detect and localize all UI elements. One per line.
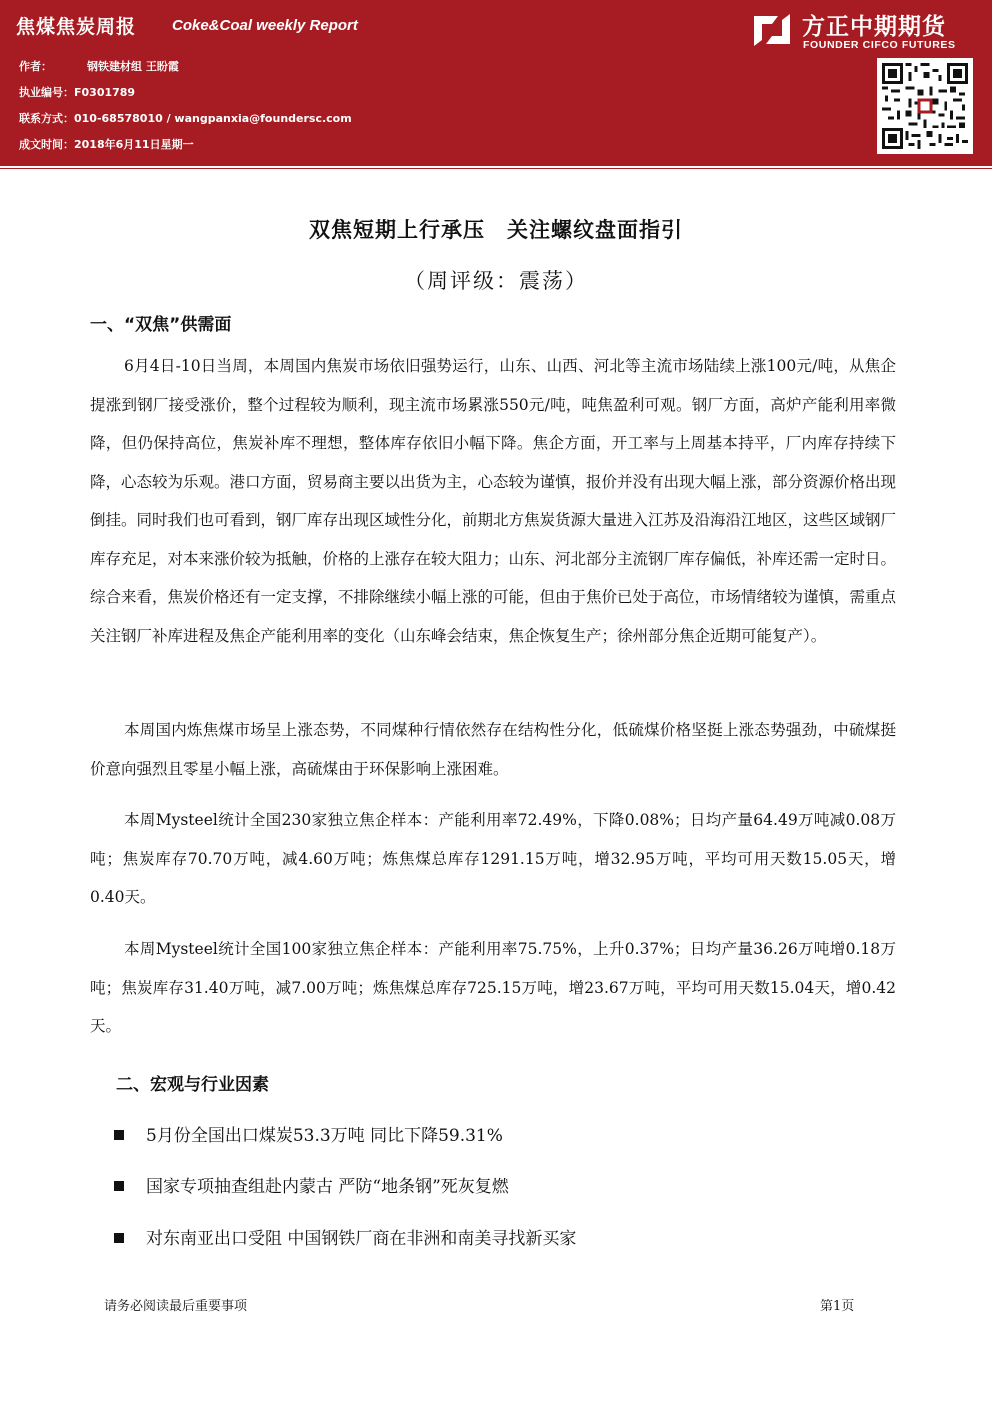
report-title: 焦煤焦炭周报 [16, 16, 137, 38]
page-number: 第1页 [820, 1299, 855, 1314]
logo-english-name: FOUNDER CIFCO FUTURES [803, 39, 956, 51]
square-bullet-icon [114, 1233, 124, 1243]
license-value: F0301789 [74, 86, 136, 99]
contact-label: 联系方式： [19, 112, 74, 125]
date-value: 2018年6月11日星期一 [74, 138, 194, 151]
company-logo [752, 8, 982, 56]
date-row [19, 136, 194, 152]
logo-mark-icon [752, 10, 792, 50]
bullet-text: 对东南亚出口受阻 中国钢铁厂商在非洲和南美寻找新买家 [146, 1229, 577, 1249]
bullet-item [114, 1121, 503, 1146]
report-title-en: Coke&Coal weekly Report [172, 17, 358, 34]
bullet-text: 5月份全国出口煤炭53.3万吨 同比下降59.31% [146, 1126, 503, 1146]
bullet-item [114, 1172, 509, 1197]
qr-code-icon [877, 58, 973, 154]
page-title: 双焦短期上行承压 关注螺纹盘面指引 [309, 218, 683, 242]
square-bullet-icon [114, 1130, 124, 1140]
date-label: 成文时间： [19, 138, 74, 151]
license-label: 执业编号： [19, 86, 74, 99]
paragraph: 6月4日-10日当周，本周国内焦炭市场依旧强势运行，山东、山西、河北等主流市场陆续上涨100元/吨，从焦企提涨到钢厂接受涨价，整个过程较为顺利，现主流市场累涨550元/吨，吨焦盈利可观。钢厂方面，高炉产能利用率微降，但仍保持高位，焦炭补库不理想，整体库存依旧小幅下降。焦企方面，开工率与上周基本持平，厂内库存持续下降，心态较为乐观。港口方面，贸易商主要以出货为主，心态较为谨慎，报价并没有出现大幅上涨，部分资源价格出现倒挂。同时我们也可看到，钢厂库存出现区域性分化，前期北方焦炭货源大量进入江苏及沿海沿江地区，这些区域钢厂库存充足，对本来涨价较为抵触，价格的上涨存在较大阻力；山东、河北部分主流钢厂库存偏低，补库还需一定时日。综合来看，焦炭价格还有一定支撑，不排除继续小幅上涨的可能，但由于焦价已处于高位，市场情绪较为谨慎，需重点关注钢厂补库进程及焦企产能利用率的变化（山东峰会结束，焦企恢复生产；徐州部分焦企近期可能复产）。 [90, 357, 897, 645]
author-label: 作者： [19, 60, 52, 73]
logo-chinese-name: 方正中期期货 [802, 14, 946, 40]
square-bullet-icon [114, 1181, 124, 1191]
bullet-text: 国家专项抽查组赴内蒙古 严防“地条钢”死灰复燃 [146, 1177, 509, 1197]
header-divider [0, 163, 992, 166]
author-value: 钢铁建材组 王盼霞 [87, 60, 179, 73]
section-heading-macro: 二、宏观与行业因素 [116, 1075, 269, 1095]
report-header [0, 0, 992, 163]
bullet-item [114, 1224, 576, 1249]
author-row [19, 58, 179, 74]
weekly-rating: （周评级：震荡） [404, 269, 588, 293]
paragraph: 本周Mysteel统计全国100家独立焦企样本：产能利用率75.75%，上升0.37%；日均产量36.26万吨增0.18万吨；焦炭库存31.40万吨，减7.00万吨；炼焦煤总库存725.15万吨，增23.67万吨，平均可用天数15.04天，增0.42天。 [90, 940, 896, 1035]
paragraph: 本周国内炼焦煤市场呈上涨态势，不同煤种行情依然存在结构性分化，低硫煤价格坚挺上涨态势强劲，中硫煤挺价意向强烈且零星小幅上涨，高硫煤由于环保影响上涨困难。 [90, 721, 896, 778]
header-divider-thin [0, 168, 992, 169]
section-heading-supply-demand: 一、“双焦”供需面 [90, 315, 232, 335]
contact-value: 010-68578010 / wangpanxia@foundersc.com [74, 112, 352, 125]
paragraph: 本周Mysteel统计全国230家独立焦企样本：产能利用率72.49%，下降0.08%；日均产量64.49万吨减0.08万吨；焦炭库存70.70万吨，减4.60万吨；炼焦煤总库存1291.15万吨，增32.95万吨，平均可用天数15.05天，增0.40天。 [90, 811, 896, 906]
license-row [19, 84, 135, 100]
footer-notice: 请务必阅读最后重要事项 [104, 1299, 248, 1314]
contact-row [19, 110, 352, 126]
